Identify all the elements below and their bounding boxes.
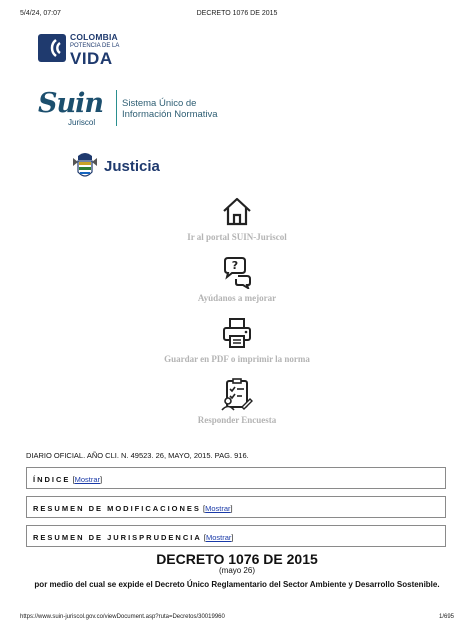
colombia-emblem-icon <box>38 32 68 64</box>
decree-date: (mayo 26) <box>218 566 255 575</box>
section-resumen-modificaciones: RESUMEN DE MODIFICACIONES [Mostrar] <box>26 496 446 518</box>
page-counter: 1/695 <box>438 614 454 620</box>
suin-logo-sub: Juriscol <box>68 118 96 127</box>
colombia-logo[interactable] <box>38 32 138 68</box>
print-title: DECRETO 1076 DE 2015 <box>196 10 278 17</box>
suin-logo-word: Suin <box>38 88 104 119</box>
decree-description: por medio del cual se expide el Decreto Único Reglamentario del Sector Ambiente y Desarrollo Sostenible. <box>34 580 440 589</box>
modificaciones-show-link[interactable]: Mostrar <box>205 504 231 513</box>
print-label: Guardar en PDF o imprimir la norma <box>164 354 310 364</box>
go-to-portal-label: Ir al portal SUIN-Juriscol <box>187 232 287 242</box>
print-datetime: 5/4/24, 07:07 <box>20 10 61 17</box>
print-link[interactable] <box>0 316 474 364</box>
section-indice-title: ÍNDICE <box>33 475 71 484</box>
colombia-logo-line3: VIDA <box>70 48 113 68</box>
chat-question-icon <box>220 255 254 289</box>
jurisprudencia-show-link[interactable]: Mostrar <box>205 533 232 542</box>
section-modificaciones-title: RESUMEN DE MODIFICACIONES <box>33 504 201 513</box>
justicia-logo-label: Justicia <box>104 158 160 175</box>
svg-text:?: ? <box>231 259 239 272</box>
suin-logo-line1: Sistema Único de <box>122 98 197 109</box>
section-jurisprudencia-title: RESUMEN DE JURISPRUDENCIA <box>33 533 202 542</box>
justicia-logo[interactable] <box>70 150 170 186</box>
survey-label: Responder Encuesta <box>197 415 277 425</box>
coat-of-arms-icon <box>70 150 100 184</box>
diario-oficial-line: DIARIO OFICIAL. AÑO CLI. N. 49523. 26, MAYO, 2015. PAG. 916. <box>26 451 249 460</box>
section-indice: ÍNDICE [Mostrar] <box>26 467 446 489</box>
suin-logo-description <box>122 98 218 120</box>
suin-logo-line2: Información Normativa <box>122 109 218 120</box>
section-resumen-jurisprudencia: RESUMEN DE JURISPRUDENCIA [Mostrar] <box>26 525 446 547</box>
feedback-link[interactable] <box>0 255 474 303</box>
suin-logo-divider <box>116 90 117 126</box>
colombia-logo-line2: POTENCIA DE LA <box>70 42 120 49</box>
go-to-portal-link[interactable] <box>0 194 474 242</box>
feedback-label: Ayúdanos a mejorar <box>197 293 277 303</box>
colombia-logo-line1: COLOMBIA <box>70 32 118 42</box>
print-url: https://www.suin-juriscol.gov.co/viewDocument.asp?ruta=Decretos/30019960 <box>20 614 225 620</box>
suin-juriscol-logo[interactable] <box>36 88 246 132</box>
decree-title: DECRETO 1076 DE 2015 <box>156 551 318 567</box>
indice-show-link[interactable]: Mostrar <box>74 475 101 484</box>
survey-link[interactable] <box>0 377 474 425</box>
printer-icon <box>220 316 254 350</box>
home-icon <box>220 194 254 228</box>
survey-icon <box>220 377 254 411</box>
